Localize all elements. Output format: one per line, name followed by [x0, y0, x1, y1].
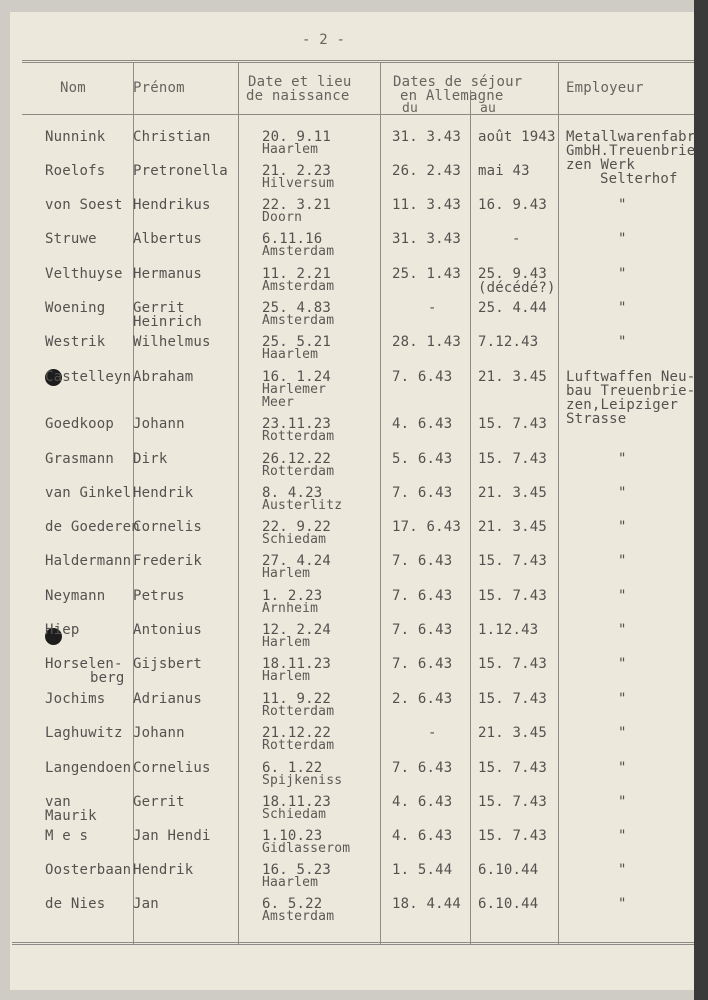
cell-employer-ditto: "	[618, 334, 627, 350]
cell-birth-date: 6. 5.22	[262, 896, 323, 912]
cell-date-to: 6.10.44	[478, 862, 539, 878]
header-dates-du: du	[402, 101, 419, 116]
cell-date-from: 7. 6.43	[392, 622, 453, 638]
cell-date-to: 1.12.43	[478, 622, 539, 638]
cell-date-from: 11. 3.43	[392, 197, 462, 213]
cell-nom: de Nies	[45, 896, 106, 912]
header-dates-1: Dates de séjour	[393, 74, 523, 90]
column-divider-4	[470, 90, 471, 944]
cell-birth-date: 12. 2.24	[262, 622, 332, 638]
cell-nom: Maurik	[45, 808, 97, 824]
cell-date-from: 5. 6.43	[392, 451, 453, 467]
cell-employer-ditto: "	[618, 485, 627, 501]
cell-employer-ditto: "	[618, 197, 627, 213]
cell-nom: Neymann	[45, 588, 106, 604]
cell-date-to: 21. 3.45	[478, 369, 548, 385]
cell-date-to: 15. 7.43	[478, 760, 548, 776]
cell-date-to: 15. 7.43	[478, 691, 548, 707]
cell-employer-ditto: "	[618, 300, 627, 316]
cell-birth-place: Harlem	[262, 566, 311, 581]
cell-employer-ditto: "	[618, 691, 627, 707]
cell-prenom: Abraham	[133, 369, 194, 385]
cell-prenom: Jan	[133, 896, 159, 912]
cell-employer-ditto: "	[618, 896, 627, 912]
scan-edge-shadow	[694, 0, 708, 1000]
cell-employer-ditto: "	[618, 519, 627, 535]
cell-date-from: 31. 3.43	[392, 231, 462, 247]
cell-nom: Nunnink	[45, 129, 106, 145]
cell-birth-date: 11. 2.21	[262, 266, 332, 282]
column-divider-5	[558, 62, 559, 944]
cell-employer: bau Treuenbrie-	[566, 383, 696, 399]
cell-employer-ditto: "	[618, 862, 627, 878]
cell-nom: Castelleyn	[45, 369, 132, 385]
cell-employer-ditto: "	[618, 231, 627, 247]
cell-date-to: 15. 7.43	[478, 451, 548, 467]
cell-employer-ditto: "	[618, 760, 627, 776]
header-date-lieu-2: de naissance	[246, 88, 350, 104]
cell-prenom: Gerrit	[133, 300, 185, 316]
cell-nom: Velthuyse	[45, 266, 123, 282]
cell-date-from: -	[428, 300, 437, 316]
cell-date-to: 15. 7.43	[478, 588, 548, 604]
header-top-rule-2	[22, 62, 694, 63]
cell-employer: zen Werk	[566, 157, 636, 173]
cell-prenom: Heinrich	[133, 314, 203, 330]
cell-prenom: Frederik	[133, 553, 203, 569]
cell-date-to: 15. 7.43	[478, 416, 548, 432]
cell-prenom: Cornelius	[133, 760, 211, 776]
header-date-lieu-1: Date et lieu	[248, 74, 352, 90]
cell-employer-ditto: "	[618, 451, 627, 467]
cell-date-to: 21. 3.45	[478, 485, 548, 501]
cell-birth-place: Haarlem	[262, 142, 319, 157]
cell-date-from: -	[428, 725, 437, 741]
cell-date-from: 7. 6.43	[392, 760, 453, 776]
cell-date-from: 2. 6.43	[392, 691, 453, 707]
table-bottom-rule-2	[12, 944, 694, 945]
cell-birth-date: 21. 2.23	[262, 163, 332, 179]
cell-date-from: 7. 6.43	[392, 369, 453, 385]
cell-birth-date: 20. 9.11	[262, 129, 332, 145]
cell-birth-date: 25. 5.21	[262, 334, 332, 350]
cell-nom: de Goederen	[45, 519, 140, 535]
cell-birth-date: 23.11.23	[262, 416, 332, 432]
cell-birth-date: 25. 4.83	[262, 300, 332, 316]
cell-date-to: -	[512, 231, 521, 247]
cell-date-to: 15. 7.43	[478, 828, 548, 844]
cell-employer-ditto: "	[618, 828, 627, 844]
cell-nom: M e s	[45, 828, 89, 844]
cell-date-to: 7.12.43	[478, 334, 539, 350]
cell-nom: Roelofs	[45, 163, 106, 179]
page-number: - 2 -	[302, 32, 346, 48]
cell-prenom: Johann	[133, 725, 185, 741]
cell-employer-ditto: "	[618, 725, 627, 741]
cell-date-from: 7. 6.43	[392, 656, 453, 672]
cell-nom: van Ginkel	[45, 485, 132, 501]
cell-birth-date: 8. 4.23	[262, 485, 323, 501]
header-bottom-rule	[22, 114, 694, 115]
cell-birth-place: Rotterdam	[262, 429, 335, 444]
cell-nom: Woening	[45, 300, 106, 316]
table-bottom-rule	[12, 942, 694, 943]
cell-employer-ditto: "	[618, 656, 627, 672]
cell-date-to: 15. 7.43	[478, 794, 548, 810]
cell-birth-date: 18.11.23	[262, 794, 332, 810]
cell-nom: Grasmann	[45, 451, 115, 467]
cell-birth-place: Rotterdam	[262, 464, 335, 479]
header-top-rule	[22, 60, 694, 61]
cell-birth-date: 1. 2.23	[262, 588, 323, 604]
cell-birth-date: 11. 9.22	[262, 691, 332, 707]
cell-birth-place: Amsterdam	[262, 279, 335, 294]
cell-prenom: Hendrikus	[133, 197, 211, 213]
cell-birth-place: Haarlem	[262, 347, 319, 362]
cell-nom: Jochims	[45, 691, 106, 707]
cell-date-to: 6.10.44	[478, 896, 539, 912]
cell-employer-ditto: "	[618, 588, 627, 604]
cell-birth-date: 22. 9.22	[262, 519, 332, 535]
cell-nom: Goedkoop	[45, 416, 115, 432]
cell-employer: zen,Leipziger	[566, 397, 679, 413]
column-divider-2	[238, 62, 239, 944]
cell-date-to: mai 43	[478, 163, 530, 179]
cell-birth-place: Austerlitz	[262, 498, 343, 513]
cell-date-to: (décédé?)	[478, 280, 556, 296]
cell-prenom: Dirk	[133, 451, 168, 467]
column-divider-3	[380, 62, 381, 944]
cell-birth-place: Gidlasserom	[262, 841, 351, 856]
cell-birth-date: 21.12.22	[262, 725, 332, 741]
cell-nom: Langendoen	[45, 760, 132, 776]
cell-birth-date: 16. 5.23	[262, 862, 332, 878]
cell-employer-ditto: "	[618, 622, 627, 638]
cell-birth-date: 22. 3.21	[262, 197, 332, 213]
cell-date-to: 21. 3.45	[478, 725, 548, 741]
cell-prenom: Wilhelmus	[133, 334, 211, 350]
cell-date-to: août 1943	[478, 129, 556, 145]
cell-birth-place: Amsterdam	[262, 313, 335, 328]
cell-prenom: Johann	[133, 416, 185, 432]
cell-prenom: Petrus	[133, 588, 185, 604]
cell-date-to: 15. 7.43	[478, 553, 548, 569]
cell-birth-date: 6. 1.22	[262, 760, 323, 776]
cell-birth-place: Rotterdam	[262, 738, 335, 753]
cell-birth-place: Arnheim	[262, 601, 319, 616]
cell-birth-place: Harlem	[262, 669, 311, 684]
cell-nom: Laghuwitz	[45, 725, 123, 741]
cell-nom: van	[45, 794, 71, 810]
cell-employer-ditto: "	[618, 266, 627, 282]
cell-date-from: 26. 2.43	[392, 163, 462, 179]
cell-nom: von Soest	[45, 197, 123, 213]
cell-birth-place: Amsterdam	[262, 909, 335, 924]
cell-nom: Haldermann	[45, 553, 132, 569]
cell-date-from: 7. 6.43	[392, 553, 453, 569]
cell-birth-date: 26.12.22	[262, 451, 332, 467]
cell-prenom: Cornelis	[133, 519, 203, 535]
cell-date-to: 25. 4.44	[478, 300, 548, 316]
cell-birth-place: Schiedam	[262, 532, 327, 547]
cell-nom: Horselen-	[45, 656, 123, 672]
cell-birth-place: Hilversum	[262, 176, 335, 191]
cell-prenom: Hermanus	[133, 266, 203, 282]
cell-prenom: Gerrit	[133, 794, 185, 810]
cell-date-from: 18. 4.44	[392, 896, 462, 912]
cell-employer-ditto: "	[618, 794, 627, 810]
cell-employer: Luftwaffen Neu-	[566, 369, 696, 385]
cell-prenom: Hendrik	[133, 485, 194, 501]
cell-date-to: 25. 9.43	[478, 266, 548, 282]
cell-nom: Oosterbaan	[45, 862, 132, 878]
cell-date-from: 7. 6.43	[392, 485, 453, 501]
cell-prenom: Jan Hendi	[133, 828, 211, 844]
cell-nom: Hiep	[45, 622, 80, 638]
cell-birth-date: 27. 4.24	[262, 553, 332, 569]
cell-date-from: 31. 3.43	[392, 129, 462, 145]
cell-date-to: 21. 3.45	[478, 519, 548, 535]
cell-prenom: Adrianus	[133, 691, 203, 707]
cell-nom: Westrik	[45, 334, 106, 350]
cell-birth-place: Harlem	[262, 635, 311, 650]
cell-nom: berg	[90, 670, 125, 686]
cell-employer: Selterhof	[600, 171, 678, 187]
cell-birth-place: Spijkeniss	[262, 773, 343, 788]
cell-date-from: 4. 6.43	[392, 416, 453, 432]
cell-date-from: 4. 6.43	[392, 794, 453, 810]
cell-employer: GmbH.Treuenbrie	[566, 143, 696, 159]
cell-date-from: 1. 5.44	[392, 862, 453, 878]
cell-birth-place: Schiedam	[262, 807, 327, 822]
cell-prenom: Christian	[133, 129, 211, 145]
cell-birth-place: Haarlem	[262, 875, 319, 890]
cell-date-from: 25. 1.43	[392, 266, 462, 282]
cell-date-from: 17. 6.43	[392, 519, 462, 535]
cell-nom: Struwe	[45, 231, 97, 247]
cell-birth-date: 1.10.23	[262, 828, 323, 844]
cell-prenom: Gijsbert	[133, 656, 203, 672]
cell-employer: Strasse	[566, 411, 627, 427]
cell-date-to: 16. 9.43	[478, 197, 548, 213]
cell-date-to: 15. 7.43	[478, 656, 548, 672]
cell-date-from: 28. 1.43	[392, 334, 462, 350]
header-dates-2: en Allemagne	[400, 88, 504, 104]
cell-birth-date: 18.11.23	[262, 656, 332, 672]
cell-birth-place: Rotterdam	[262, 704, 335, 719]
cell-birth-place: Amsterdam	[262, 244, 335, 259]
cell-prenom: Albertus	[133, 231, 203, 247]
cell-employer-ditto: "	[618, 553, 627, 569]
cell-birth-place: Harlemer	[262, 382, 327, 397]
cell-birth-date: 6.11.16	[262, 231, 323, 247]
cell-employer: Metallwarenfabr	[566, 129, 696, 145]
header-dates-au: au	[480, 101, 497, 116]
cell-prenom: Hendrik	[133, 862, 194, 878]
column-divider-1	[133, 62, 134, 944]
cell-date-from: 4. 6.43	[392, 828, 453, 844]
cell-birth-place: Doorn	[262, 210, 303, 225]
header-nom: Nom	[60, 80, 86, 96]
cell-prenom: Pretronella	[133, 163, 228, 179]
header-employeur: Employeur	[566, 80, 644, 96]
cell-prenom: Antonius	[133, 622, 203, 638]
cell-birth-date: 16. 1.24	[262, 369, 332, 385]
cell-date-from: 7. 6.43	[392, 588, 453, 604]
cell-birth-place-2: Meer	[262, 395, 295, 410]
header-prenom: Prénom	[133, 80, 185, 96]
